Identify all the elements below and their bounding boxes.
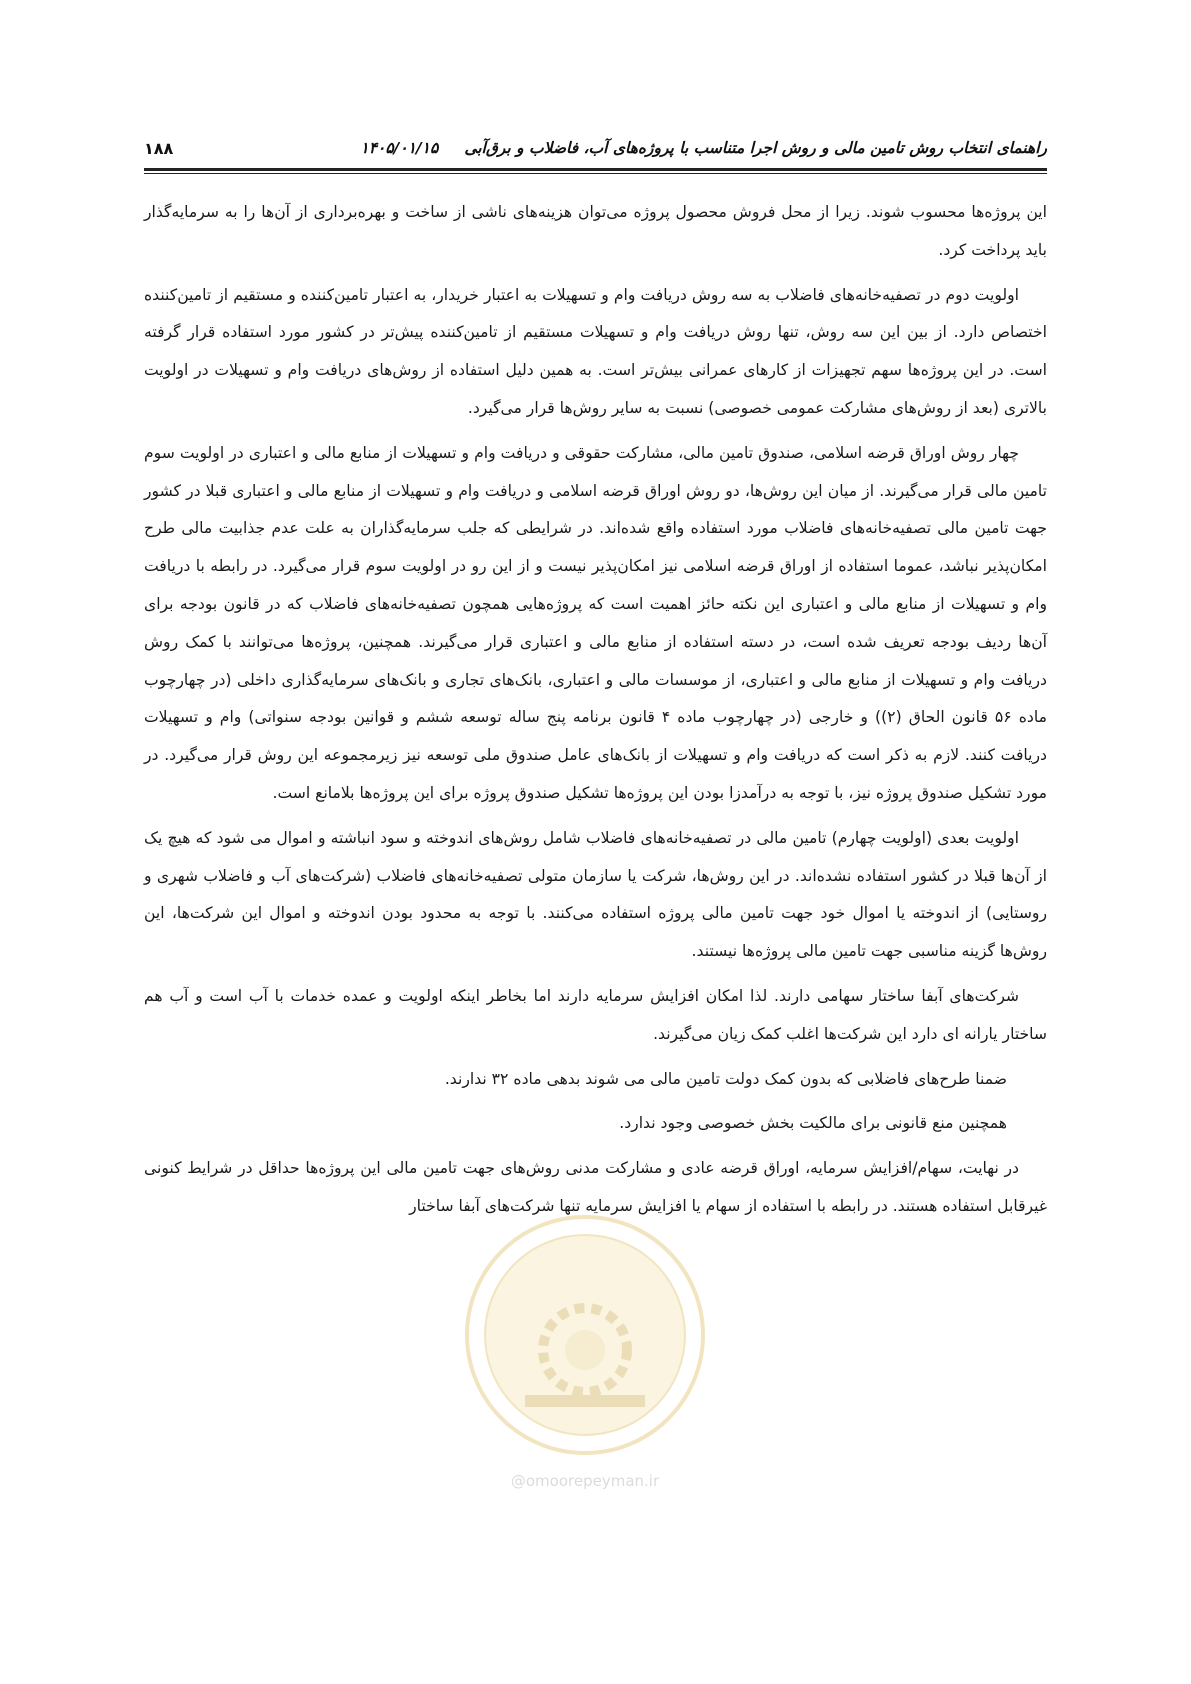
body-text (144, 194, 1047, 1233)
paragraph: اولویت دوم در تصفیه‌خانه‌های فاضلاب به سه روش دریافت وام و تسهیلات به اعتبار خریدار، به اعتبار تامین‌کننده و مستقیم از تامین‌کننده اختصاص دارد. از بین این سه روش، تنها روش دریافت وام و تسهیلات مستقیم از تامین‌کننده پیش‌تر در کشور مورد استفاده قرار گرفته است. در این پروژه‌ها سهم تجهیزات از کارهای عمرانی بیش‌تر است. به همین دلیل استفاده از روش‌های دریافت وام و تسهیلات در اولویت بالاتری (بعد از روش‌های مشارکت عمومی خصوصی) نسبت به سایر روش‌ها قرار می‌گیرد. (144, 285, 1047, 417)
paragraph: شرکت‌های آبفا ساختار سهامی دارند. لذا امکان افزایش سرمایه دارند اما بخاطر اینکه اولویت و عمده خدمات با آب است و آب هم ساختار یارانه ای دارد این شرکت‌ها اغلب کمک زیان می‌گیرند. (144, 986, 1047, 1043)
paragraph: این پروژه‌ها محسوب شوند. زیرا از محل فروش محصول پروژه می‌توان هزینه‌های ناشی از ساخت و بهره‌برداری از آن‌ها را به سرمایه‌گذار باید پرداخت کرد. (144, 203, 1047, 259)
paragraph: در نهایت، سهام/افزایش سرمایه، اوراق قرضه عادی و مشارکت مدنی روش‌های جهت تامین مالی این پروژه‌ها حداقل در شرایط کنونی غیرقابل استفاده هستند. در رابطه با استفاده از سهام یا افزایش سرمایه تنها شرکت‌های آبفا ساختار (144, 1159, 1047, 1215)
header-title-group (360, 139, 1047, 157)
watermark-url: @omoorepeyman.ir (510, 1472, 660, 1490)
paragraph: همچنین منع قانونی برای مالکیت بخش خصوصی وجود ندارد. (619, 1114, 1007, 1133)
paragraph: ضمنا طرح‌های فاضلابی که بدون کمک دولت تامین مالی می شوند بدهی ماده ۳۲ ندارند. (444, 1069, 1007, 1088)
seal-emblem-icon (455, 1200, 715, 1470)
page-number: ۱۸۸ (144, 138, 174, 158)
header-date: ۱۴۰۵/۰۱/۱۵ (360, 139, 439, 157)
header-title: راهنمای انتخاب روش تامین مالی و روش اجرا متناسب با پروژه‌های آب، فاضلاب و برق‌آبی (464, 139, 1047, 157)
header-rule (144, 168, 1047, 174)
running-header (144, 130, 1047, 166)
paragraph: اولویت بعدی (اولویت چهارم) تامین مالی در تصفیه‌خانه‌های فاضلاب شامل روش‌های اندوخته و سود انباشته و اموال می شود که هیچ یک از آن‌ها قبلا در کشور استفاده نشده‌اند. در این روش‌ها، شرکت یا سازمان متولی تصفیه‌خانه‌های فاضلاب (شرکت‌های آب و فاضلاب شهری و روستایی) از اندوخته یا اموال خود جهت تامین مالی پروژه استفاده می‌کنند. با توجه به محدود بودن اندوخته و اموال این شرکت‌ها، این روش‌ها گزینه مناسبی جهت تامین مالی پروژه‌ها نیستند. (144, 828, 1047, 961)
paragraph: چهار روش اوراق قرضه اسلامی، صندوق تامین مالی، مشارکت حقوقی و دریافت وام و تسهیلات از منابع مالی و اعتباری در اولویت سوم تامین مالی قرار می‌گیرند. از میان این روش‌ها، دو روش اوراق قرضه اسلامی و دریافت وام و تسهیلات از منابع مالی و اعتباری قبلا در کشور جهت تامین مالی تصفیه‌خانه‌های فاضلاب مورد استفاده واقع شده‌اند. در شرایطی که جلب سرمایه‌گذاران به علت عدم جذابیت مالی طرح امکان‌پذیر نباشد، عموما استفاده از اوراق قرضه اسلامی نیز امکان‌پذیر نیست و از این رو در اولویت سوم قرار می‌گیرد. در رابطه با دریافت وام و تسهیلات از منابع مالی و اعتباری این نکته حائز اهمیت است که پروژه‌هایی همچون تصفیه‌خانه‌های فاضلاب که در قانون بودجه برای آن‌ها ردیف بودجه تعریف شده است، در دسته استفاده از منابع مالی و اعتباری قرار می‌گیرند. همچنین، پروژه‌ها می‌توانند با کمک روش دریافت وام و تسهیلات از منابع مالی و اعتباری، از موسسات مالی و اعتباری، بانک‌های تجاری و بانک‌های سرمایه‌گذاری داخلی (در چهارچوب ماده ۵۶ قانون الحاق (۲)) و خارجی (در چهارچوب ماده ۴ قانون برنامه پنج ساله توسعه ششم و قوانین بودجه سنواتی) وام و تسهیلات دریافت کنند. لازم به ذکر است که دریافت وام و تسهیلات از بانک‌های عامل صندوق ملی توسعه نیز زیرمجموعه این روش قرار می‌گیرد. در مورد تشکیل صندوق پروژه نیز، با توجه به درآمدزا بودن این پروژه‌ها تشکیل صندوق پروژه برای این پروژه‌ها بلامانع است. (144, 443, 1047, 802)
watermark-seal (455, 1200, 715, 1500)
